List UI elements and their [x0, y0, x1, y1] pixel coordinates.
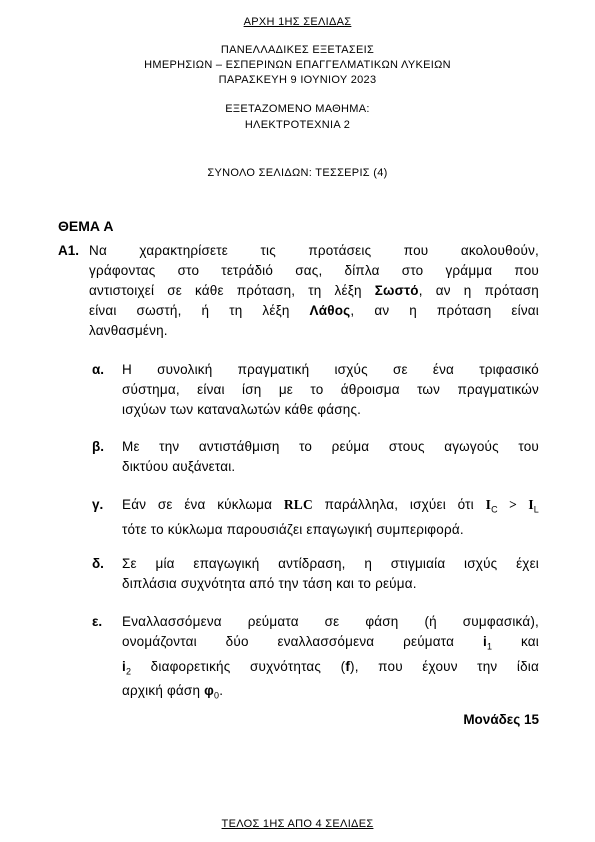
- question-number: Α1.: [58, 243, 80, 258]
- units-score: Μονάδες 15: [463, 712, 539, 727]
- page-start-header: ΑΡΧΗ 1ΗΣ ΣΕΛΙΔΑΣ: [243, 16, 352, 28]
- page-end-footer: ΤΕΛΟΣ 1ΗΣ ΑΠΟ 4 ΣΕΛΙΔΕΣ: [221, 818, 374, 830]
- exam-title-block: [0, 43, 595, 88]
- item-label: β.: [92, 439, 104, 454]
- exam-date: ΠΑΡΑΣΚΕΥΗ 9 ΙΟΥΝΙΟΥ 2023: [218, 74, 377, 86]
- text-line: λανθασμένη.: [89, 323, 168, 338]
- theme-heading: ΘΕΜΑ Α: [58, 218, 114, 234]
- subject-label: ΕΞΕΤΑΖΟΜΕΝΟ ΜΑΘΗΜΑ:: [225, 103, 370, 115]
- text-line: αντιστοιχεί σε κάθε πρόταση, τη λέξη Σωστό, αν η πρόταση: [89, 283, 539, 298]
- rlc-term: RLC: [283, 497, 313, 512]
- text-line: Να χαρακτηρίσετε τις προτάσεις που ακολουθούν,: [89, 243, 539, 258]
- exam-title: ΠΑΝΕΛΛΑΔΙΚΕΣ ΕΞΕΤΑΣΕΙΣ: [220, 44, 375, 56]
- word-wrong: Λάθος: [309, 303, 351, 318]
- item-text: Σε μία επαγωγική αντίδραση, η στιγμιαία ισχύς έχει διπλάσια συχνότητα από την τάση και το ρεύμα.: [122, 556, 539, 591]
- subject-block: [0, 101, 595, 133]
- item-label: ε.: [92, 614, 103, 629]
- item-text: Εναλλασσόμενα ρεύματα σε φάση (ή συμφασικά), ονομάζονται δύο εναλλασσόμενα ρεύματα $i_1$ και $i_2$ διαφορετικής συχνότητας (f), που έχουν την ίδια αρχική φάση $\varphi_0$.: [122, 614, 540, 702]
- word-correct: Σωστό: [374, 283, 419, 298]
- item-text: Η συνολική πραγματική ισχύς σε ένα τριφασικό σύστημα, είναι ίση με το άθροισμα των πραγματικών ισχύων των καταναλωτών κάθε φάσης.: [122, 362, 539, 417]
- item-label: γ.: [92, 497, 104, 512]
- item-text: Εάν σε ένα κύκλωμα RLC παράλληλα, ισχύει ότι $I_C > I_L$ τότε το κύκλωμα παρουσιάζει επαγωγική συμπεριφορά.: [122, 497, 540, 537]
- total-pages: ΣΥΝΟΛΟ ΣΕΛΙΔΩΝ: ΤΕΣΣΕΡΙΣ (4): [207, 167, 388, 179]
- item-text: Με την αντιστάθμιση το ρεύμα στους αγωγούς του δικτύου αυξάνεται.: [122, 439, 539, 474]
- item-label: δ.: [92, 556, 104, 571]
- item-label: α.: [92, 362, 105, 377]
- subject-name: ΗΛΕΚΤΡΟΤΕΧΝΙΑ 2: [244, 119, 351, 131]
- text-line: γράφοντας στο τετράδιό σας, δίπλα στο γράμμα που: [89, 263, 539, 278]
- text-line: είναι σωστή, ή τη λέξη Λάθος, αν η πρόταση είναι: [89, 303, 539, 318]
- exam-subtitle: ΗΜΕΡΗΣΙΩΝ – ΕΣΠΕΡΙΝΩΝ ΕΠΑΓΓΕΛΜΑΤΙΚΩΝ ΛΥΚΕΙΩΝ: [144, 59, 451, 71]
- question-a1-text: [89, 241, 539, 341]
